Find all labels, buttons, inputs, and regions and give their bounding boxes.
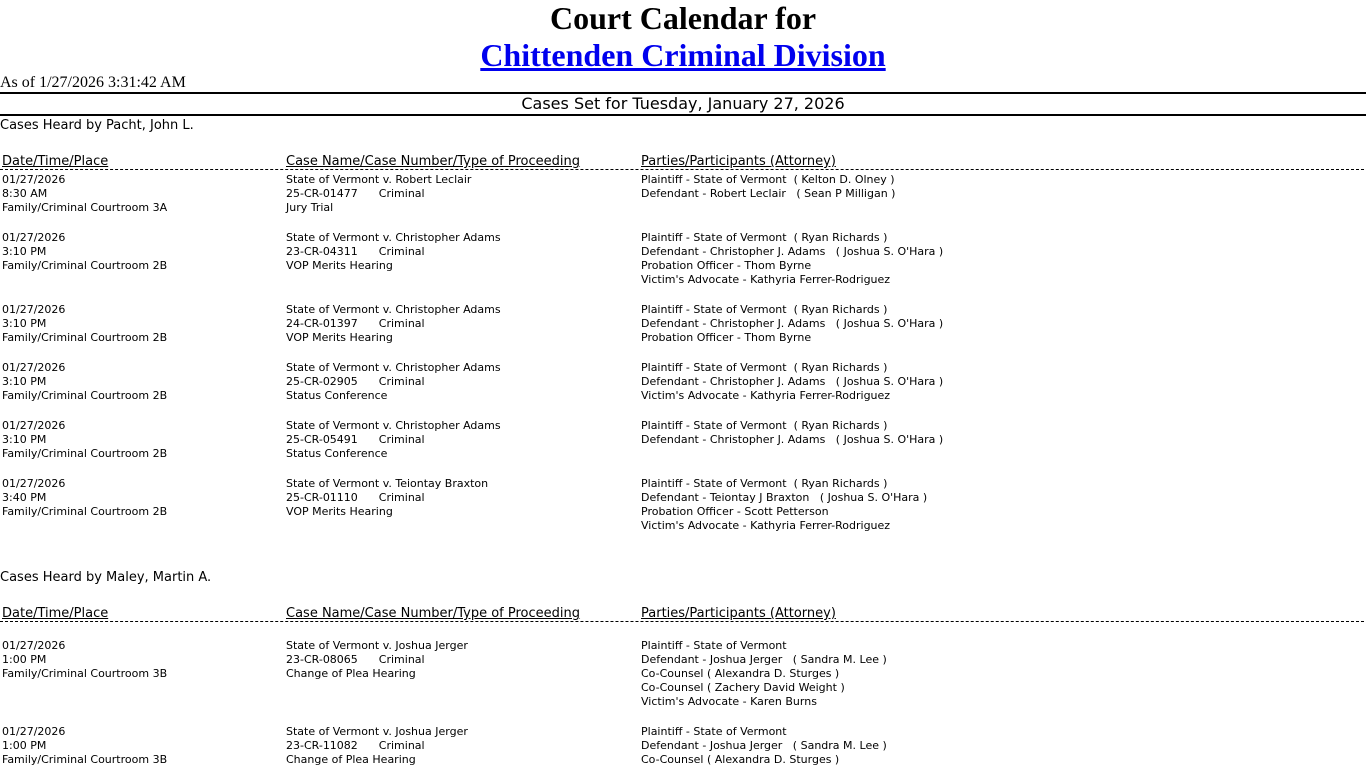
case-party: Plaintiff - State of Vermont ( Ryan Richards ) — [641, 303, 888, 316]
page-title — [0, 0, 1366, 74]
case-name: State of Vermont v. Joshua Jerger — [286, 725, 468, 738]
case-date: 01/27/2026 — [2, 419, 66, 432]
case-party: Defendant - Christopher J. Adams ( Joshua S. O'Hara ) — [641, 375, 944, 388]
case-party: Defendant - Christopher J. Adams ( Joshua S. O'Hara ) — [641, 433, 944, 446]
column-header-divider — [0, 621, 1364, 622]
case-proceeding: VOP Merits Hearing — [286, 505, 393, 518]
case-party: Victim's Advocate - Kathyria Ferrer-Rodriguez — [641, 519, 891, 532]
case-time: 1:00 PM — [2, 653, 47, 666]
case-time: 1:00 PM — [2, 739, 47, 752]
case-name: State of Vermont v. Christopher Adams — [286, 231, 501, 244]
case-place: Family/Criminal Courtroom 2B — [2, 505, 168, 518]
case-time: 3:10 PM — [2, 317, 47, 330]
case-place: Family/Criminal Courtroom 3B — [2, 753, 168, 766]
case-party: Victim's Advocate - Karen Burns — [641, 695, 817, 708]
day-heading: Cases Set for Tuesday, January 27, 2026 — [521, 94, 845, 113]
case-proceeding: Status Conference — [286, 389, 388, 402]
case-time: 3:10 PM — [2, 433, 47, 446]
case-date: 01/27/2026 — [2, 303, 66, 316]
case-proceeding: Jury Trial — [286, 201, 334, 214]
case-party: Plaintiff - State of Vermont ( Ryan Richards ) — [641, 361, 888, 374]
case-party: Probation Officer - Thom Byrne — [641, 331, 812, 344]
judge-heading: Cases Heard by Maley, Martin A. — [0, 570, 212, 585]
case-place: Family/Criminal Courtroom 3B — [2, 667, 168, 680]
case-place: Family/Criminal Courtroom 2B — [2, 259, 168, 272]
case-place: Family/Criminal Courtroom 2B — [2, 331, 168, 344]
case-name: State of Vermont v. Teiontay Braxton — [286, 477, 489, 490]
case-date: 01/27/2026 — [2, 231, 66, 244]
case-party: Defendant - Christopher J. Adams ( Joshua S. O'Hara ) — [641, 317, 944, 330]
case-number-type: 25-CR-02905 Criminal — [286, 375, 425, 388]
case-place: Family/Criminal Courtroom 3A — [2, 201, 168, 214]
case-proceeding: Status Conference — [286, 447, 388, 460]
case-proceeding: Change of Plea Hearing — [286, 753, 416, 766]
case-party: Defendant - Joshua Jerger ( Sandra M. Lee ) — [641, 653, 887, 666]
case-date: 01/27/2026 — [2, 173, 66, 186]
case-party: Co-Counsel ( Alexandra D. Sturges ) — [641, 667, 840, 680]
title-line1: Court Calendar for — [549, 0, 817, 36]
case-party: Plaintiff - State of Vermont — [641, 725, 787, 738]
case-party: Defendant - Christopher J. Adams ( Joshua S. O'Hara ) — [641, 245, 944, 258]
case-party: Plaintiff - State of Vermont ( Kelton D. Olney ) — [641, 173, 895, 186]
column-header-parties: Parties/Participants (Attorney) — [641, 606, 836, 621]
case-party: Defendant - Joshua Jerger ( Sandra M. Lee ) — [641, 739, 887, 752]
case-date: 01/27/2026 — [2, 477, 66, 490]
case-number-type: 23-CR-11082 Criminal — [286, 739, 425, 752]
case-time: 3:10 PM — [2, 245, 47, 258]
case-date: 01/27/2026 — [2, 361, 66, 374]
case-proceeding: VOP Merits Hearing — [286, 331, 393, 344]
case-number-type: 23-CR-08065 Criminal — [286, 653, 425, 666]
case-number-type: 23-CR-04311 Criminal — [286, 245, 425, 258]
case-party: Plaintiff - State of Vermont ( Ryan Richards ) — [641, 477, 888, 490]
case-party: Co-Counsel ( Zachery David Weight ) — [641, 681, 845, 694]
case-time: 8:30 AM — [2, 187, 48, 200]
case-date: 01/27/2026 — [2, 639, 66, 652]
case-time: 3:10 PM — [2, 375, 47, 388]
column-header-case: Case Name/Case Number/Type of Proceeding — [286, 154, 581, 169]
case-name: State of Vermont v. Robert Leclair — [286, 173, 472, 186]
case-name: State of Vermont v. Joshua Jerger — [286, 639, 468, 652]
case-party: Plaintiff - State of Vermont ( Ryan Richards ) — [641, 231, 888, 244]
case-name: State of Vermont v. Christopher Adams — [286, 361, 501, 374]
case-date: 01/27/2026 — [2, 725, 66, 738]
case-number-type: 25-CR-01110 Criminal — [286, 491, 425, 504]
case-name: State of Vermont v. Christopher Adams — [286, 419, 501, 432]
division-link[interactable]: Chittenden Criminal Division — [480, 37, 886, 73]
case-place: Family/Criminal Courtroom 2B — [2, 389, 168, 402]
case-party: Probation Officer - Thom Byrne — [641, 259, 812, 272]
as-of-timestamp: As of 1/27/2026 3:31:42 AM — [0, 74, 186, 91]
judge-heading: Cases Heard by Pacht, John L. — [0, 118, 194, 133]
case-party: Victim's Advocate - Kathyria Ferrer-Rodriguez — [641, 273, 891, 286]
column-header-case: Case Name/Case Number/Type of Proceeding — [286, 606, 581, 621]
case-place: Family/Criminal Courtroom 2B — [2, 447, 168, 460]
column-header-date: Date/Time/Place — [2, 154, 109, 169]
case-party: Defendant - Robert Leclair ( Sean P Milligan ) — [641, 187, 896, 200]
case-party: Plaintiff - State of Vermont — [641, 639, 787, 652]
case-proceeding: Change of Plea Hearing — [286, 667, 416, 680]
case-time: 3:40 PM — [2, 491, 47, 504]
case-party: Defendant - Teiontay J Braxton ( Joshua S. O'Hara ) — [641, 491, 928, 504]
day-rule — [0, 114, 1366, 116]
column-header-divider — [0, 169, 1364, 170]
case-number-type: 25-CR-05491 Criminal — [286, 433, 425, 446]
case-party: Victim's Advocate - Kathyria Ferrer-Rodriguez — [641, 389, 891, 402]
case-party: Co-Counsel ( Alexandra D. Sturges ) — [641, 753, 840, 766]
case-party: Plaintiff - State of Vermont ( Ryan Richards ) — [641, 419, 888, 432]
column-header-date: Date/Time/Place — [2, 606, 109, 621]
column-header-parties: Parties/Participants (Attorney) — [641, 154, 836, 169]
case-number-type: 24-CR-01397 Criminal — [286, 317, 425, 330]
case-party: Probation Officer - Scott Petterson — [641, 505, 829, 518]
case-proceeding: VOP Merits Hearing — [286, 259, 393, 272]
case-name: State of Vermont v. Christopher Adams — [286, 303, 501, 316]
case-number-type: 25-CR-01477 Criminal — [286, 187, 425, 200]
